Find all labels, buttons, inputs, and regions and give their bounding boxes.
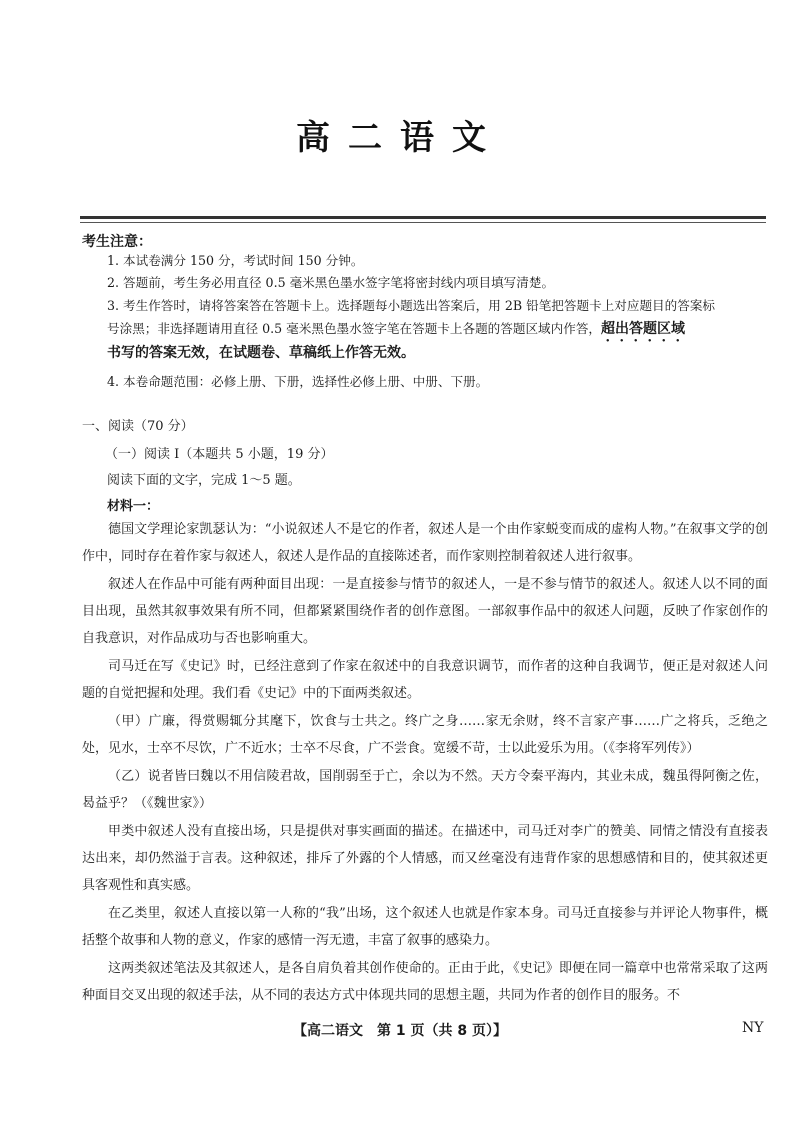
paragraph-5: （乙）说者皆曰魏以不用信陵君故，国削弱至于亡，余以为不然。天方令秦平海内，其业未成，魏虽得阿衡之佐，曷益乎？（《魏世家》） xyxy=(82,769,768,811)
notice-heading: 考生注意： xyxy=(82,234,152,250)
notice-item-2: 2. 答题前，考生务必用直径 0.5 毫米黑色墨水签字笔将密封线内项目填写清楚。 xyxy=(107,275,555,290)
page-title: 高二语文 xyxy=(296,118,504,158)
material-label: 材料一： xyxy=(107,499,160,514)
paragraph-7: 在乙类里，叙述人直接以第一人称的“我”出场，这个叙述人也就是作家本身。司马迁直接参与并评论人物事件，概括整个故事和人物的意义，作家的感情一泻无遗，丰富了叙事的感染力。 xyxy=(82,906,768,948)
paragraph-4: （甲）广廉，得赏赐辄分其麾下，饮食与士共之。终广之身……家无余财，终不言家产事……广之将兵，乏绝之处，见水，士卒不尽饮，广不近水；士卒不尽食，广不尝食。宽缓不苛，士以此爱乐为用。（《李将军列传》） xyxy=(82,714,768,756)
notice-emphasis-line: 书写的答案无效，在试题卷、草稿纸上作答无效。 xyxy=(107,345,415,361)
header-rule-thick xyxy=(80,216,766,219)
header-rule-thin xyxy=(80,222,766,223)
paragraph-2: 叙述人在作品中可能有两种面目出现：一是直接参与情节的叙述人，一是不参与情节的叙述人。叙述人以不同的面目出现，虽然其叙事效果有所不同，但都紧紧围绕作者的创作意图。一部叙事作品中的叙述人问题，反映了作家创作的自我意识，对作品成功与否也影响重大。 xyxy=(82,577,768,646)
page-footer: 【高二语文 第 1 页（共 8 页）】 xyxy=(293,1023,507,1039)
notice-item-3: 3. 考生作答时，请将答案答在答题卡上。选择题每小题选出答案后，用 2B 铅笔把答题卡上对应题目的答案标 xyxy=(107,298,716,313)
notice-item-4: 4. 本卷命题范围：必修上册、下册，选择性必修上册、中册、下册。 xyxy=(107,374,489,389)
paragraph-8: 这两类叙述笔法及其叙述人，是各自肩负着其创作使命的。正由于此，《史记》即便在同一篇章中也常常采取了这两种面目交叉出现的叙述手法，从不同的表达方式中体现共同的思想主题，共同为作者的创作目的服务。不 xyxy=(82,961,768,1003)
notice-emphasis-dotted: 超出答题区域 xyxy=(601,321,686,337)
section-subheading: （一）阅读 Ⅰ（本题共 5 小题，19 分） xyxy=(105,447,334,462)
notice-item-3-cont-text: 号涂黑；非选择题请用直径 0.5 毫米黑色墨水签字笔在答题卡上各题的答题区域内作答， xyxy=(107,321,602,336)
footer-code: NY xyxy=(742,1020,764,1036)
paragraph-1: 德国文学理论家凯瑟认为：“小说叙述人不是它的作者，叙述人是一个由作家蜕变而成的虚构人物。”在叙事文学的创作中，同时存在着作家与叙述人，叙述人是作品的直接陈述者，而作家则控制着叙述人进行叙事。 xyxy=(82,522,768,564)
notice-item-3-cont xyxy=(107,318,767,345)
section-heading: 一、阅读（70 分） xyxy=(82,419,194,434)
notice-item-1: 1. 本试卷满分 150 分，考试时间 150 分钟。 xyxy=(107,253,364,268)
paragraph-3: 司马迁在写《史记》时，已经注意到了作家在叙述中的自我意识调节，而作者的这种自我调节，便正是对叙述人问题的自觉把握和处理。我们看《史记》中的下面两类叙述。 xyxy=(82,659,768,701)
paragraph-6: 甲类中叙述人没有直接出场，只是提供对事实画面的描述。在描述中，司马迁对李广的赞美、同情之情没有直接表达出来，却仍然溢于言表。这种叙述，排斥了外露的个人情感，而又丝毫没有违背作家的思想感情和目的，使其叙述更具客观性和真实感。 xyxy=(82,824,768,893)
section-instruction: 阅读下面的文字，完成 1～5 题。 xyxy=(107,473,301,488)
